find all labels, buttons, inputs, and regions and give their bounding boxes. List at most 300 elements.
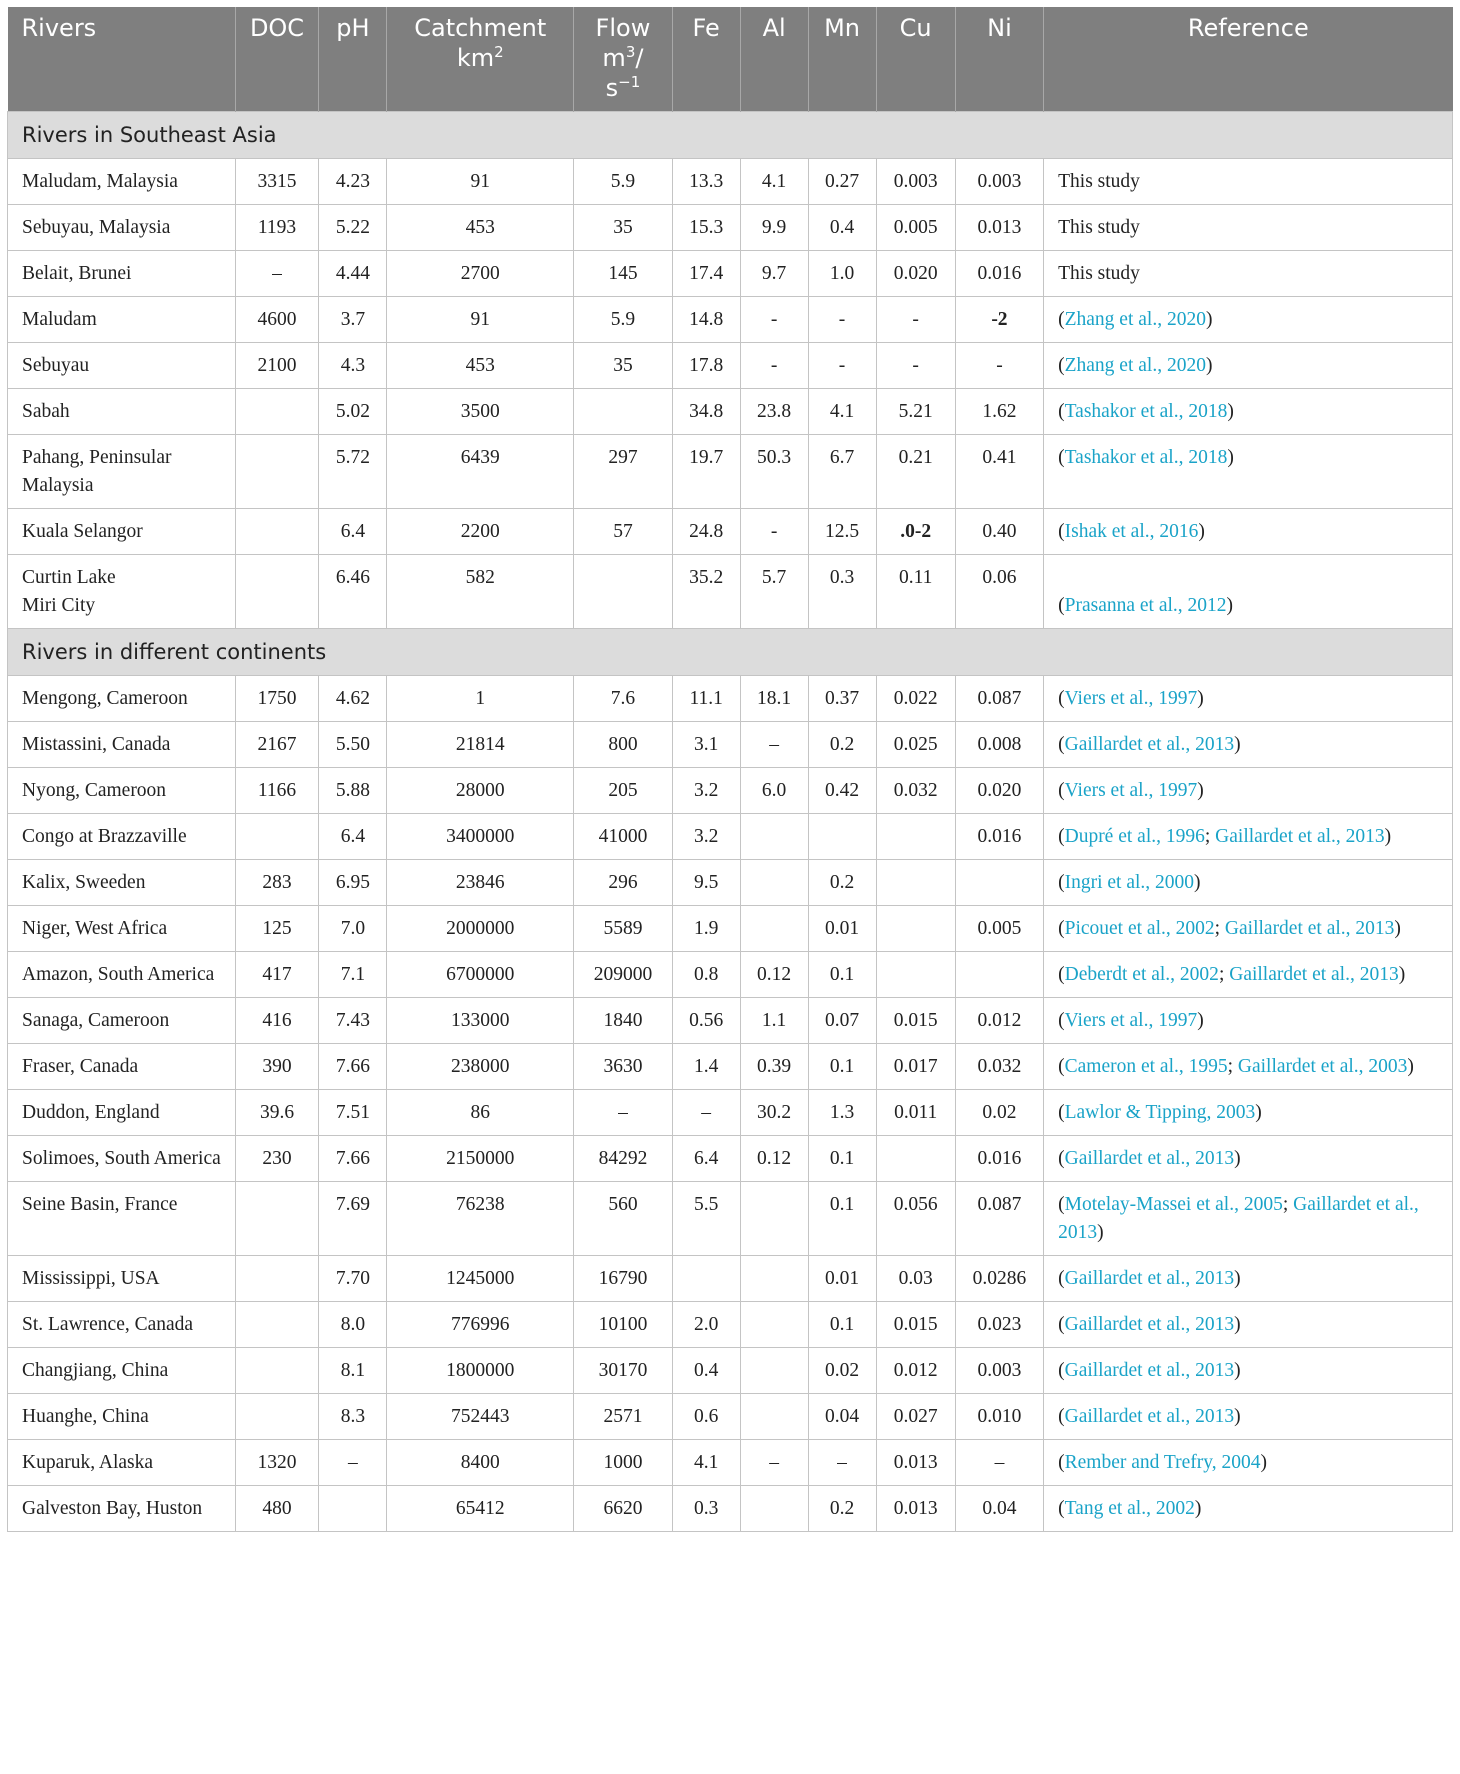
ni-cell: 0.003	[955, 1348, 1043, 1394]
flow-cell	[574, 555, 673, 629]
table-row	[8, 343, 1453, 389]
table-row	[8, 251, 1453, 297]
mn-cell: 4.1	[808, 389, 876, 435]
catchment-cell: 238000	[387, 1044, 574, 1090]
river-name-cell: Sebuyau	[8, 343, 236, 389]
river-metals-table	[7, 7, 1453, 1532]
ni-cell: 0.016	[955, 1136, 1043, 1182]
river-name-cell: Sanaga, Cameroon	[8, 998, 236, 1044]
citation-link[interactable]: Viers et al., 1997	[1064, 780, 1198, 801]
flow-cell: 1840	[574, 998, 673, 1044]
catchment-cell: 752443	[387, 1394, 574, 1440]
ni-cell: 0.02	[955, 1090, 1043, 1136]
mn-cell: 1.0	[808, 251, 876, 297]
doc-cell: 125	[235, 906, 319, 952]
doc-cell	[235, 1348, 319, 1394]
col-header-al: Al	[740, 7, 808, 112]
flow-cell: 205	[574, 768, 673, 814]
flow-cell: 10100	[574, 1302, 673, 1348]
al-cell	[740, 814, 808, 860]
river-name-cell: Kuala Selangor	[8, 509, 236, 555]
mn-cell: 0.1	[808, 1182, 876, 1256]
table-row	[8, 509, 1453, 555]
cu-cell	[876, 1136, 955, 1182]
citation-link[interactable]: Viers et al., 1997	[1064, 688, 1198, 709]
al-cell: 5.7	[740, 555, 808, 629]
al-cell: -	[740, 509, 808, 555]
ni-cell: 1.62	[955, 389, 1043, 435]
cu-cell	[876, 906, 955, 952]
flow-cell: 296	[574, 860, 673, 906]
cu-cell: 0.013	[876, 1486, 955, 1532]
mn-cell: 0.1	[808, 1302, 876, 1348]
mn-cell: 1.3	[808, 1090, 876, 1136]
reference-cell: (Tashakor et al., 2018)	[1044, 389, 1453, 435]
citation-link[interactable]: Dupré et al., 1996	[1064, 826, 1205, 847]
col-header-mn: Mn	[808, 7, 876, 112]
catchment-cell: 76238	[387, 1182, 574, 1256]
river-name-cell: Fraser, Canada	[8, 1044, 236, 1090]
catchment-cell: 6439	[387, 435, 574, 509]
doc-cell: 2100	[235, 343, 319, 389]
cu-cell: -	[876, 297, 955, 343]
river-name-cell: Nyong, Cameroon	[8, 768, 236, 814]
reference-cell: (Tashakor et al., 2018)	[1044, 435, 1453, 509]
citation-link[interactable]: Gaillardet et al., 2013	[1064, 1268, 1235, 1289]
fe-cell: 19.7	[672, 435, 740, 509]
cu-cell	[876, 814, 955, 860]
col-header-ni: Ni	[955, 7, 1043, 112]
reference-cell: (Ingri et al., 2000)	[1044, 860, 1453, 906]
river-name-cell: Solimoes, South America	[8, 1136, 236, 1182]
ph-cell: 8.0	[319, 1302, 387, 1348]
al-cell: –	[740, 1440, 808, 1486]
flow-cell: 2571	[574, 1394, 673, 1440]
table-row	[8, 297, 1453, 343]
fe-cell: 14.8	[672, 297, 740, 343]
table-row	[8, 814, 1453, 860]
mn-cell: 12.5	[808, 509, 876, 555]
fe-cell: 34.8	[672, 389, 740, 435]
flow-cell: 5.9	[574, 297, 673, 343]
catchment-cell: 65412	[387, 1486, 574, 1532]
flow-cell: 3630	[574, 1044, 673, 1090]
al-cell: 30.2	[740, 1090, 808, 1136]
cu-cell: 0.032	[876, 768, 955, 814]
cu-cell	[876, 952, 955, 998]
flow-cell: 145	[574, 251, 673, 297]
catchment-cell: 582	[387, 555, 574, 629]
doc-cell	[235, 555, 319, 629]
cu-cell: 0.015	[876, 1302, 955, 1348]
ni-cell: 0.0286	[955, 1256, 1043, 1302]
mn-cell: 0.1	[808, 952, 876, 998]
cu-cell: 0.015	[876, 998, 955, 1044]
table-row	[8, 906, 1453, 952]
cu-cell: 0.012	[876, 1348, 955, 1394]
river-name-cell: Changjiang, China	[8, 1348, 236, 1394]
doc-cell: 283	[235, 860, 319, 906]
reference-cell: (Dupré et al., 1996; Gaillardet et al., 2013)	[1044, 814, 1453, 860]
ni-cell: 0.06	[955, 555, 1043, 629]
ph-cell: 5.22	[319, 205, 387, 251]
ph-cell: 5.72	[319, 435, 387, 509]
reference-cell: (Zhang et al., 2020)	[1044, 343, 1453, 389]
table-row	[8, 1394, 1453, 1440]
reference-cell: (Cameron et al., 1995; Gaillardet et al., 2003)	[1044, 1044, 1453, 1090]
ph-cell: 7.51	[319, 1090, 387, 1136]
ph-cell: 7.66	[319, 1136, 387, 1182]
mn-cell: –	[808, 1440, 876, 1486]
doc-cell: 416	[235, 998, 319, 1044]
doc-cell	[235, 814, 319, 860]
reference-cell: (Viers et al., 1997)	[1044, 998, 1453, 1044]
table-body	[8, 112, 1453, 1532]
table-row	[8, 389, 1453, 435]
al-cell: 23.8	[740, 389, 808, 435]
reference-cell: (Lawlor & Tipping, 2003)	[1044, 1090, 1453, 1136]
al-cell: 0.12	[740, 1136, 808, 1182]
citation-link[interactable]: Gaillardet et al., 2013	[1064, 1360, 1235, 1381]
citation-link[interactable]: Gaillardet et al., 2013	[1229, 964, 1399, 985]
al-cell: 50.3	[740, 435, 808, 509]
river-name-cell: Belait, Brunei	[8, 251, 236, 297]
catchment-cell: 2200	[387, 509, 574, 555]
river-name-cell: Sabah	[8, 389, 236, 435]
ni-cell: 0.016	[955, 251, 1043, 297]
river-name-cell: Kuparuk, Alaska	[8, 1440, 236, 1486]
table-row	[8, 435, 1453, 509]
table-row	[8, 1256, 1453, 1302]
citation-link[interactable]: Gaillardet et al., 2013	[1058, 1194, 1419, 1243]
flow-cell: 30170	[574, 1348, 673, 1394]
cu-cell: 5.21	[876, 389, 955, 435]
ni-cell: 0.087	[955, 676, 1043, 722]
fe-cell: 3.1	[672, 722, 740, 768]
flow-cell: 16790	[574, 1256, 673, 1302]
ph-cell: 7.69	[319, 1182, 387, 1256]
col-header-rivers: Rivers	[8, 7, 236, 112]
fe-cell: 3.2	[672, 768, 740, 814]
mn-cell: 0.2	[808, 860, 876, 906]
flow-cell	[574, 389, 673, 435]
citation-link[interactable]: Tang et al., 2002	[1064, 1498, 1195, 1519]
reference-cell: (Motelay-Massei et al., 2005; Gaillardet et al., 2013)	[1044, 1182, 1453, 1256]
catchment-cell: 3500	[387, 389, 574, 435]
river-name-cell: Curtin Lake Miri City	[8, 555, 236, 629]
citation-link[interactable]: Lawlor & Tipping, 2003	[1064, 1102, 1256, 1123]
citation-link[interactable]: Zhang et al., 2020	[1064, 355, 1206, 376]
ni-cell: 0.003	[955, 159, 1043, 205]
table-row	[8, 1302, 1453, 1348]
header-row	[8, 7, 1453, 112]
ni-cell	[955, 952, 1043, 998]
river-name-cell: Amazon, South America	[8, 952, 236, 998]
al-cell: 9.7	[740, 251, 808, 297]
ni-cell: 0.04	[955, 1486, 1043, 1532]
doc-cell: 4600	[235, 297, 319, 343]
citation-link[interactable]: Prasanna et al., 2012	[1064, 595, 1227, 616]
catchment-cell: 2000000	[387, 906, 574, 952]
river-name-cell: Maludam	[8, 297, 236, 343]
river-name-cell: Niger, West Africa	[8, 906, 236, 952]
citation-link[interactable]: Gaillardet et al., 2013	[1064, 1314, 1235, 1335]
catchment-cell: 8400	[387, 1440, 574, 1486]
reference-cell: (Viers et al., 1997)	[1044, 676, 1453, 722]
citation-link[interactable]: Tashakor et al., 2018	[1064, 401, 1228, 422]
river-name-cell: Pahang, Peninsular Malaysia	[8, 435, 236, 509]
cu-cell: 0.005	[876, 205, 955, 251]
doc-cell: 230	[235, 1136, 319, 1182]
al-cell: 0.39	[740, 1044, 808, 1090]
al-cell: 6.0	[740, 768, 808, 814]
cu-cell: 0.020	[876, 251, 955, 297]
ni-cell: 0.41	[955, 435, 1043, 509]
section-title: Rivers in different continents	[8, 629, 1453, 676]
reference-cell: (Deberdt et al., 2002; Gaillardet et al., 2013)	[1044, 952, 1453, 998]
ph-cell: 4.44	[319, 251, 387, 297]
mn-cell: 0.4	[808, 205, 876, 251]
ph-cell: 8.3	[319, 1394, 387, 1440]
al-cell	[740, 1394, 808, 1440]
catchment-cell: 2700	[387, 251, 574, 297]
fe-cell: 0.4	[672, 1348, 740, 1394]
ni-cell: 0.020	[955, 768, 1043, 814]
ph-cell: 5.50	[319, 722, 387, 768]
fe-cell: 3.2	[672, 814, 740, 860]
fe-cell: 17.4	[672, 251, 740, 297]
flow-cell: 560	[574, 1182, 673, 1256]
fe-cell: 0.3	[672, 1486, 740, 1532]
cu-cell: 0.017	[876, 1044, 955, 1090]
table-row	[8, 1090, 1453, 1136]
citation-link[interactable]: Gaillardet et al., 2013	[1064, 1406, 1235, 1427]
fe-cell	[672, 1256, 740, 1302]
cu-cell: 0.21	[876, 435, 955, 509]
flow-cell: 84292	[574, 1136, 673, 1182]
reference-cell: (Gaillardet et al., 2013)	[1044, 1256, 1453, 1302]
citation-link[interactable]: Gaillardet et al., 2013	[1064, 734, 1235, 755]
reference-cell: (Tang et al., 2002)	[1044, 1486, 1453, 1532]
ph-cell: 7.0	[319, 906, 387, 952]
al-cell: 9.9	[740, 205, 808, 251]
reference-cell: (Gaillardet et al., 2013)	[1044, 1348, 1453, 1394]
river-name-cell: Mississippi, USA	[8, 1256, 236, 1302]
ni-cell: -	[955, 343, 1043, 389]
reference-cell: This study	[1044, 159, 1453, 205]
river-name-cell: Congo at Brazzaville	[8, 814, 236, 860]
fe-cell: 9.5	[672, 860, 740, 906]
table-row	[8, 1136, 1453, 1182]
fe-cell: 5.5	[672, 1182, 740, 1256]
cu-cell: 0.022	[876, 676, 955, 722]
ni-cell: 0.016	[955, 814, 1043, 860]
citation-link[interactable]: Motelay-Massei et al., 2005	[1064, 1194, 1283, 1215]
ph-cell: 4.23	[319, 159, 387, 205]
citation-link[interactable]: Viers et al., 1997	[1064, 1010, 1198, 1031]
ph-cell: 6.4	[319, 814, 387, 860]
mn-cell	[808, 814, 876, 860]
river-name-cell: Galveston Bay, Huston	[8, 1486, 236, 1532]
doc-cell: 417	[235, 952, 319, 998]
flow-cell: –	[574, 1090, 673, 1136]
citation-link[interactable]: Ingri et al., 2000	[1064, 872, 1195, 893]
col-header-fe: Fe	[672, 7, 740, 112]
ph-cell	[319, 1486, 387, 1532]
flow-cell: 800	[574, 722, 673, 768]
ni-cell: 0.008	[955, 722, 1043, 768]
doc-cell	[235, 435, 319, 509]
catchment-cell: 453	[387, 205, 574, 251]
flow-cell: 5.9	[574, 159, 673, 205]
catchment-cell: 1245000	[387, 1256, 574, 1302]
section-title: Rivers in Southeast Asia	[8, 112, 1453, 159]
table-row	[8, 952, 1453, 998]
catchment-cell: 91	[387, 159, 574, 205]
ph-cell: 7.43	[319, 998, 387, 1044]
reference-cell: This study	[1044, 205, 1453, 251]
fe-cell: –	[672, 1090, 740, 1136]
citation-link[interactable]: Deberdt et al., 2002	[1064, 964, 1219, 985]
table-row	[8, 1044, 1453, 1090]
fe-cell: 15.3	[672, 205, 740, 251]
cu-cell: 0.011	[876, 1090, 955, 1136]
al-cell	[740, 1302, 808, 1348]
catchment-cell: 453	[387, 343, 574, 389]
river-name-cell: Sebuyau, Malaysia	[8, 205, 236, 251]
mn-cell: 0.1	[808, 1136, 876, 1182]
ph-cell: 6.4	[319, 509, 387, 555]
col-header-doc: DOC	[235, 7, 319, 112]
doc-cell	[235, 1394, 319, 1440]
doc-cell	[235, 509, 319, 555]
cu-cell: 0.11	[876, 555, 955, 629]
cu-cell: 0.056	[876, 1182, 955, 1256]
ni-cell: 0.032	[955, 1044, 1043, 1090]
table-row	[8, 1486, 1453, 1532]
table-row	[8, 555, 1453, 629]
cu-cell: -	[876, 343, 955, 389]
catchment-cell: 133000	[387, 998, 574, 1044]
table-row	[8, 676, 1453, 722]
mn-cell: 0.2	[808, 1486, 876, 1532]
section-row	[8, 629, 1453, 676]
flow-cell: 6620	[574, 1486, 673, 1532]
flow-cell: 35	[574, 205, 673, 251]
mn-cell: 0.2	[808, 722, 876, 768]
reference-cell: (Gaillardet et al., 2013)	[1044, 1302, 1453, 1348]
doc-cell: 1166	[235, 768, 319, 814]
flow-cell: 5589	[574, 906, 673, 952]
citation-link[interactable]: Rember and Trefry, 2004	[1064, 1452, 1261, 1473]
catchment-cell: 6700000	[387, 952, 574, 998]
cu-cell: 0.027	[876, 1394, 955, 1440]
river-name-cell: Mistassini, Canada	[8, 722, 236, 768]
citation-link[interactable]: Cameron et al., 1995	[1064, 1056, 1228, 1077]
citation-link[interactable]: Ishak et al., 2016	[1064, 521, 1199, 542]
cu-cell: 0.025	[876, 722, 955, 768]
citation-link[interactable]: Zhang et al., 2020	[1064, 309, 1206, 330]
citation-link[interactable]: Gaillardet et al., 2003	[1237, 1056, 1408, 1077]
cu-cell	[876, 860, 955, 906]
ph-cell: 4.3	[319, 343, 387, 389]
flow-cell: 41000	[574, 814, 673, 860]
citation-link[interactable]: Gaillardet et al., 2013	[1064, 1148, 1235, 1169]
ph-cell: 8.1	[319, 1348, 387, 1394]
flow-cell: 209000	[574, 952, 673, 998]
table-row	[8, 159, 1453, 205]
ni-cell: 0.40	[955, 509, 1043, 555]
catchment-cell: 28000	[387, 768, 574, 814]
reference-cell: (Gaillardet et al., 2013)	[1044, 1394, 1453, 1440]
al-cell	[740, 1182, 808, 1256]
ni-cell: 0.087	[955, 1182, 1043, 1256]
citation-link[interactable]: Tashakor et al., 2018	[1064, 447, 1228, 468]
fe-cell: 35.2	[672, 555, 740, 629]
fe-cell: 24.8	[672, 509, 740, 555]
doc-cell: 480	[235, 1486, 319, 1532]
ph-cell: –	[319, 1440, 387, 1486]
al-cell	[740, 906, 808, 952]
doc-cell: 1750	[235, 676, 319, 722]
mn-cell: 0.01	[808, 906, 876, 952]
citation-link[interactable]: Picouet et al., 2002	[1064, 918, 1215, 939]
mn-cell: 0.3	[808, 555, 876, 629]
catchment-cell: 23846	[387, 860, 574, 906]
river-name-cell: Maludam, Malaysia	[8, 159, 236, 205]
fe-cell: 13.3	[672, 159, 740, 205]
catchment-cell: 1800000	[387, 1348, 574, 1394]
ph-cell: 4.62	[319, 676, 387, 722]
river-name-cell: Huanghe, China	[8, 1394, 236, 1440]
ni-cell: 0.005	[955, 906, 1043, 952]
reference-cell: (Rember and Trefry, 2004)	[1044, 1440, 1453, 1486]
fe-cell: 0.8	[672, 952, 740, 998]
cu-cell: 0.003	[876, 159, 955, 205]
flow-cell: 57	[574, 509, 673, 555]
ph-cell: 5.88	[319, 768, 387, 814]
fe-cell: 0.56	[672, 998, 740, 1044]
catchment-cell: 776996	[387, 1302, 574, 1348]
doc-cell: 390	[235, 1044, 319, 1090]
table-row	[8, 1440, 1453, 1486]
mn-cell: 0.02	[808, 1348, 876, 1394]
al-cell	[740, 1256, 808, 1302]
al-cell	[740, 860, 808, 906]
flow-cell: 1000	[574, 1440, 673, 1486]
table-row	[8, 1348, 1453, 1394]
fe-cell: 11.1	[672, 676, 740, 722]
fe-cell: 1.9	[672, 906, 740, 952]
al-cell: –	[740, 722, 808, 768]
river-name-cell: Mengong, Cameroon	[8, 676, 236, 722]
mn-cell: -	[808, 343, 876, 389]
fe-cell: 6.4	[672, 1136, 740, 1182]
flow-cell: 35	[574, 343, 673, 389]
ph-cell: 7.66	[319, 1044, 387, 1090]
doc-cell: 2167	[235, 722, 319, 768]
flow-cell: 297	[574, 435, 673, 509]
reference-cell: (Gaillardet et al., 2013)	[1044, 722, 1453, 768]
citation-link[interactable]: Gaillardet et al., 2013	[1224, 918, 1395, 939]
doc-cell	[235, 1256, 319, 1302]
doc-cell	[235, 1302, 319, 1348]
doc-cell	[235, 1182, 319, 1256]
citation-link[interactable]: Gaillardet et al., 2013	[1215, 826, 1385, 847]
catchment-cell: 21814	[387, 722, 574, 768]
al-cell: -	[740, 343, 808, 389]
mn-cell: 0.1	[808, 1044, 876, 1090]
